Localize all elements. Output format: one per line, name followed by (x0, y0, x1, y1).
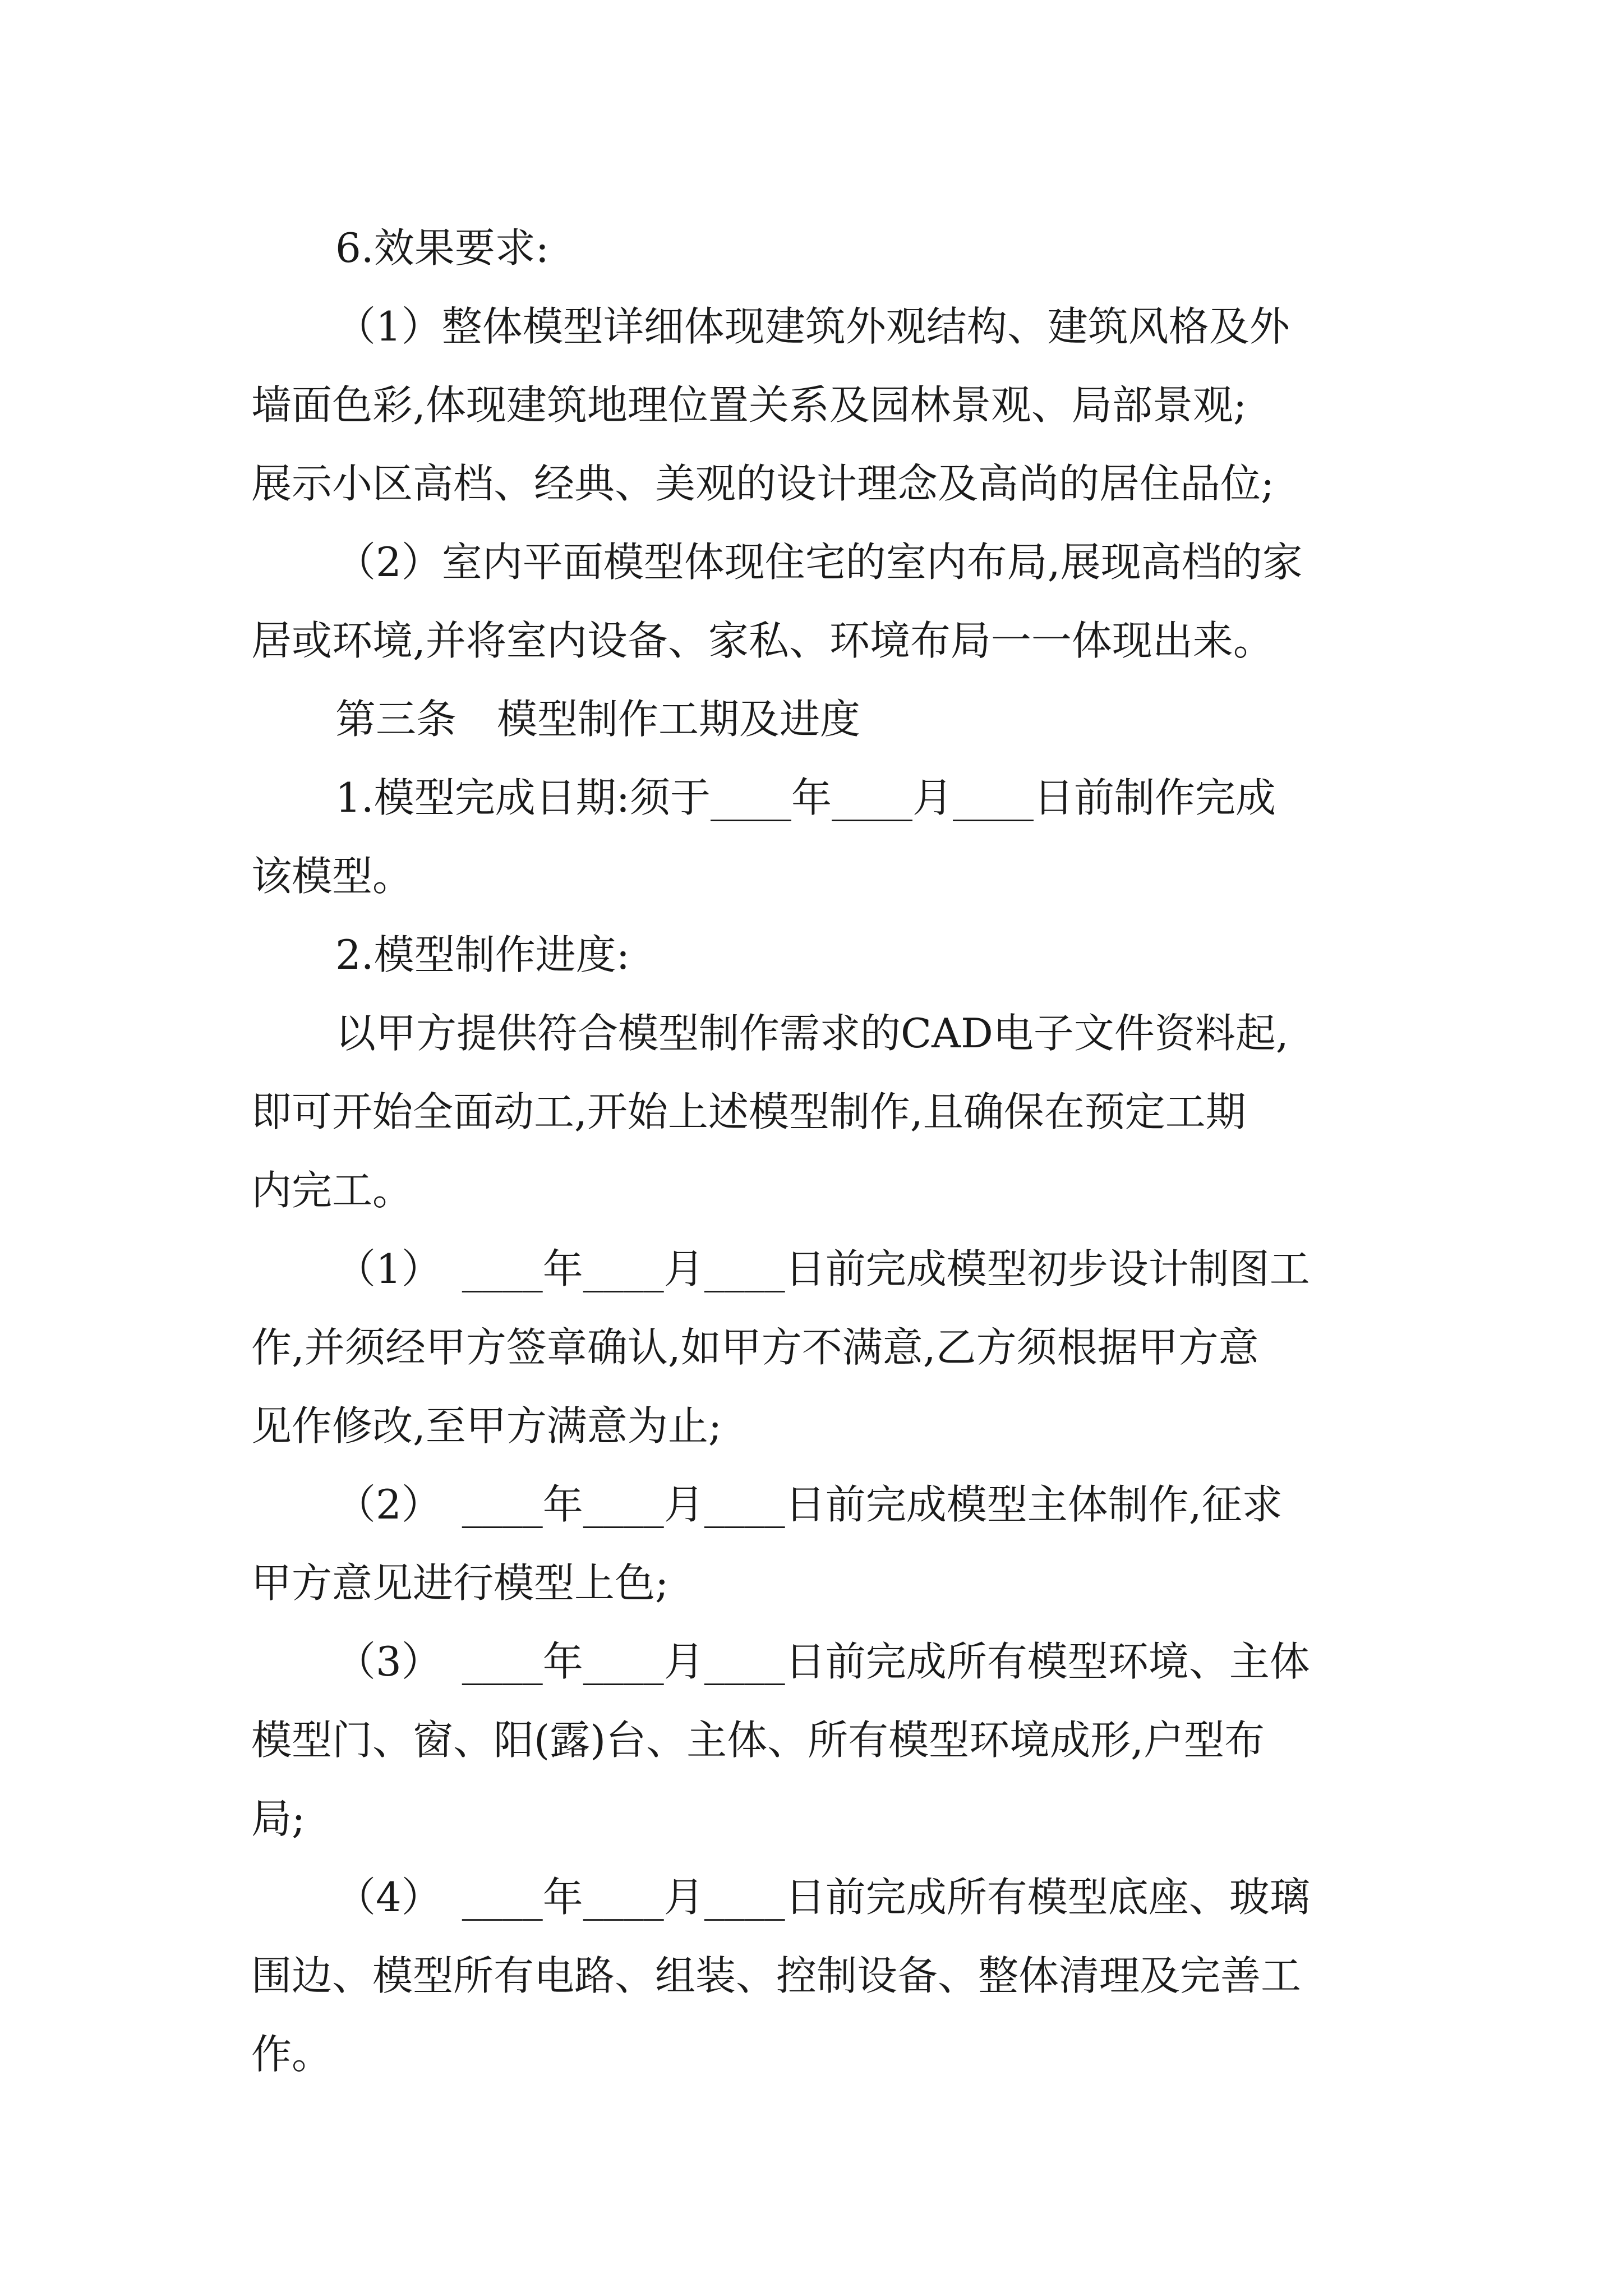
paragraph-line: 作,并须经甲方签章确认,如甲方不满意,乙方须根据甲方意 (251, 1324, 1259, 1371)
paragraph-line: 1.模型完成日期:须于____年____月____日前制作完成 (335, 774, 1276, 821)
paragraph-line: （2）室内平面模型体现住宅的室内布局,展现高档的家 (335, 539, 1303, 586)
paragraph-line: （4） ____年____月____日前完成所有模型底座、玻璃 (335, 1874, 1310, 1921)
paragraph-line: 模型门、窗、阳(露)台、主体、所有模型环境成形,户型布 (251, 1717, 1265, 1764)
section-heading-effect-requirements: 6.效果要求: (335, 224, 549, 272)
paragraph-line: 见作修改,至甲方满意为止; (251, 1402, 722, 1450)
paragraph-line: 即可开始全面动工,开始上述模型制作,且确保在预定工期 (251, 1088, 1246, 1135)
paragraph-line: 墙面色彩,体现建筑地理位置关系及园林景观、局部景观; (251, 381, 1247, 429)
paragraph-line: 局; (251, 1795, 306, 1842)
paragraph-line: （1）整体模型详细体现建筑外观结构、建筑风格及外 (335, 303, 1290, 350)
article-heading: 第三条 模型制作工期及进度 (335, 696, 861, 743)
paragraph-line: 围边、模型所有电路、组装、控制设备、整体清理及完善工 (251, 1952, 1302, 1999)
paragraph-line: 该模型。 (251, 853, 413, 900)
paragraph-line: 作。 (251, 2031, 333, 2078)
paragraph-line: 居或环境,并将室内设备、家私、环境布局一一体现出来。 (251, 617, 1274, 664)
paragraph-line: （1） ____年____月____日前完成模型初步设计制图工 (335, 1245, 1310, 1292)
paragraph-line: 甲方意见进行模型上色; (251, 1559, 669, 1607)
paragraph-line: 以甲方提供符合模型制作需求的CAD电子文件资料起, (335, 1010, 1289, 1057)
paragraph-line: （3） ____年____月____日前完成所有模型环境、主体 (335, 1638, 1310, 1685)
paragraph-line: （2） ____年____月____日前完成模型主体制作,征求 (335, 1481, 1283, 1528)
section-heading-progress: 2.模型制作进度: (335, 931, 630, 978)
paragraph-line: 内完工。 (251, 1167, 413, 1214)
paragraph-line: 展示小区高档、经典、美观的设计理念及高尚的居住品位; (251, 460, 1275, 507)
